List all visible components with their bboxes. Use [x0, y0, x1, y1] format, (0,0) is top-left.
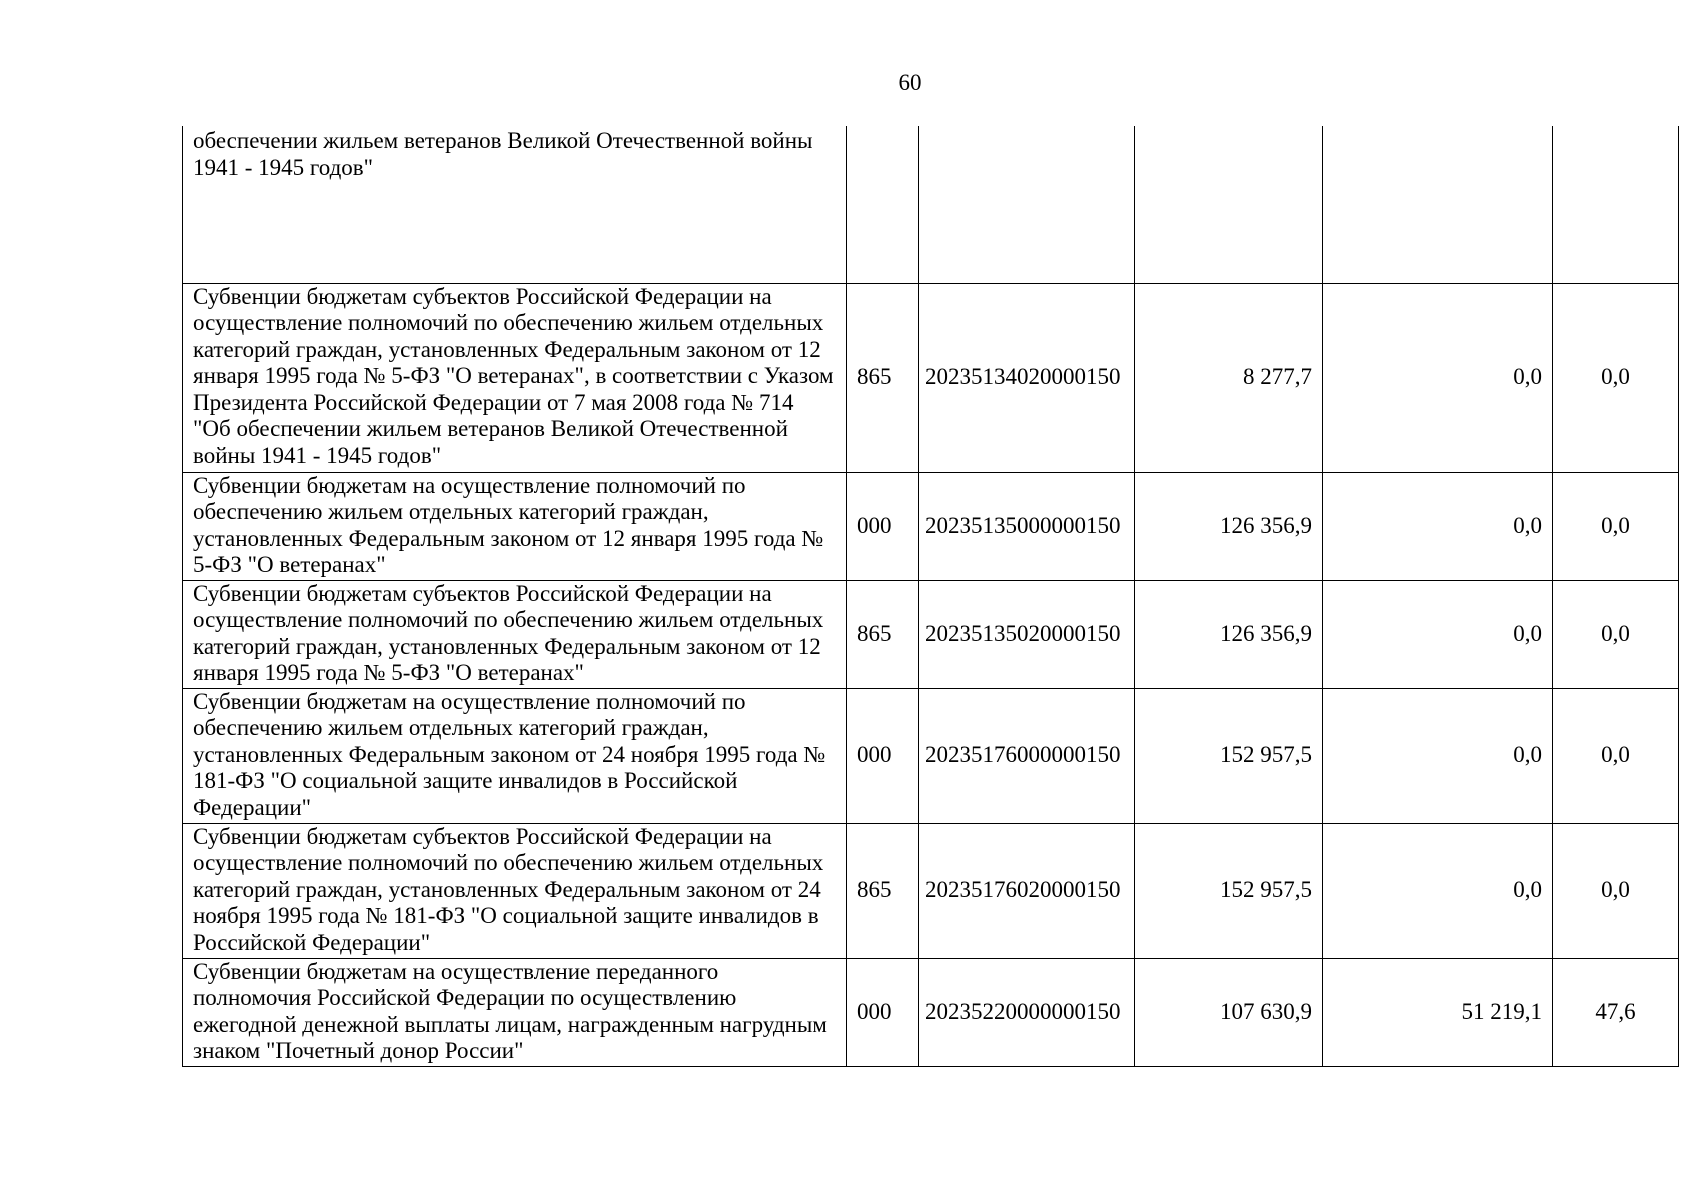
- table-row: [183, 580, 1679, 688]
- row-description: Субвенции бюджетам на осуществление полномочий по обеспечению жильем отдельных категорий граждан, установленных Федеральным законом от 24 ноября 1995 года № 181-ФЗ "О социальной защите инвалидов в Российской Федерации": [183, 688, 847, 823]
- row-plan-amount: 126 356,9: [1135, 472, 1323, 580]
- row-admin-code: 865: [847, 283, 919, 472]
- row-executed-amount: [1323, 126, 1553, 283]
- row-plan-amount: 8 277,7: [1135, 283, 1323, 472]
- row-plan-amount: 126 356,9: [1135, 580, 1323, 688]
- row-percent: 0,0: [1553, 688, 1679, 823]
- row-budget-code: 20235134020000150: [919, 283, 1135, 472]
- row-admin-code: 000: [847, 472, 919, 580]
- row-executed-amount: 0,0: [1323, 472, 1553, 580]
- row-description: Субвенции бюджетам субъектов Российской Федерации на осуществление полномочий по обеспечению жильем отдельных категорий граждан, установленных Федеральным законом от 12 января 1995 года № 5-ФЗ "О ветеранах", в соответствии с Указом Президента Российской Федерации от 7 мая 2008 года № 714 "Об обеспечении жильем ветеранов Великой Отечественной войны 1941 - 1945 годов": [183, 283, 847, 472]
- row-percent: [1553, 126, 1679, 283]
- row-executed-amount: 0,0: [1323, 580, 1553, 688]
- row-plan-amount: 152 957,5: [1135, 823, 1323, 958]
- table-row: [183, 823, 1679, 958]
- row-description: Субвенции бюджетам субъектов Российской Федерации на осуществление полномочий по обеспечению жильем отдельных категорий граждан, установленных Федеральным законом от 24 ноября 1995 года № 181-ФЗ "О социальной защите инвалидов в Российской Федерации": [183, 823, 847, 958]
- row-admin-code: 865: [847, 580, 919, 688]
- row-executed-amount: 0,0: [1323, 283, 1553, 472]
- row-description: Субвенции бюджетам субъектов Российской Федерации на осуществление полномочий по обеспечению жильем отдельных категорий граждан, установленных Федеральным законом от 12 января 1995 года № 5-ФЗ "О ветеранах": [183, 580, 847, 688]
- row-executed-amount: 0,0: [1323, 688, 1553, 823]
- row-plan-amount: 107 630,9: [1135, 958, 1323, 1066]
- table-row: [183, 688, 1679, 823]
- row-percent: 0,0: [1553, 580, 1679, 688]
- row-plan-amount: 152 957,5: [1135, 688, 1323, 823]
- row-percent: 47,6: [1553, 958, 1679, 1066]
- table-row: [183, 283, 1679, 472]
- row-admin-code: 000: [847, 958, 919, 1066]
- row-admin-code: [847, 126, 919, 283]
- row-admin-code: 000: [847, 688, 919, 823]
- row-budget-code: 20235176000000150: [919, 688, 1135, 823]
- page-number: 60: [898, 70, 922, 95]
- row-budget-code: [919, 126, 1135, 283]
- row-admin-code: 865: [847, 823, 919, 958]
- row-budget-code: 20235135020000150: [919, 580, 1135, 688]
- row-executed-amount: 51 219,1: [1323, 958, 1553, 1066]
- row-percent: 0,0: [1553, 283, 1679, 472]
- row-description: Субвенции бюджетам на осуществление полномочий по обеспечению жильем отдельных категорий граждан, установленных Федеральным законом от 12 января 1995 года № 5-ФЗ "О ветеранах": [183, 472, 847, 580]
- row-plan-amount: [1135, 126, 1323, 283]
- row-description: обеспечении жильем ветеранов Великой Отечественной войны 1941 - 1945 годов": [183, 126, 847, 283]
- row-percent: 0,0: [1553, 472, 1679, 580]
- table-row: [183, 958, 1679, 1066]
- row-percent: 0,0: [1553, 823, 1679, 958]
- row-budget-code: 20235220000000150: [919, 958, 1135, 1066]
- row-budget-code: 20235135000000150: [919, 472, 1135, 580]
- row-description: Субвенции бюджетам на осуществление переданного полномочия Российской Федерации по осуществлению ежегодной денежной выплаты лицам, награжденным нагрудным знаком "Почетный донор России": [183, 958, 847, 1066]
- table-row: [183, 472, 1679, 580]
- row-budget-code: 20235176020000150: [919, 823, 1135, 958]
- row-executed-amount: 0,0: [1323, 823, 1553, 958]
- table-row: [183, 126, 1679, 283]
- budget-table: [182, 126, 1679, 1067]
